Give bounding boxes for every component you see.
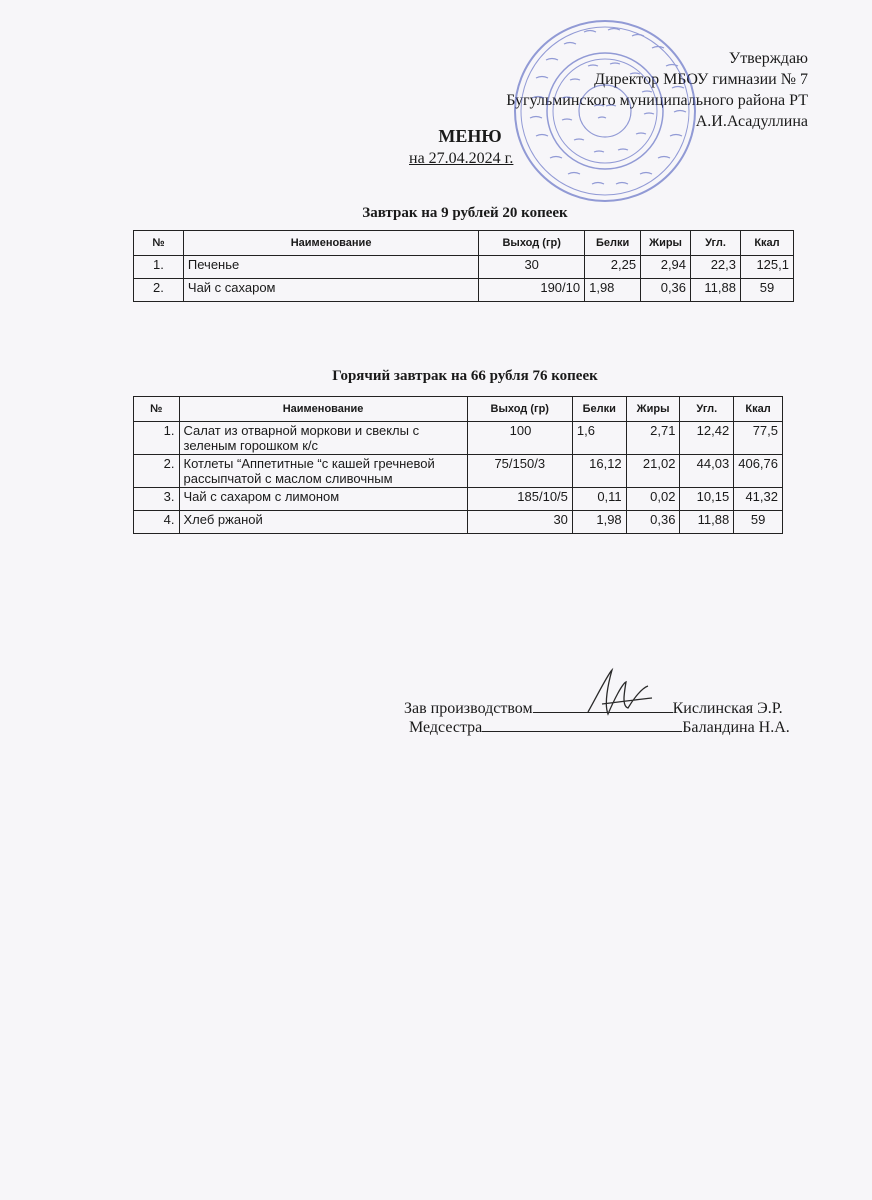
cell-number: 2. (134, 455, 180, 488)
cell-kcal: 406,76 (734, 455, 783, 488)
table-header-row (134, 397, 783, 422)
cell-kcal: 77,5 (734, 422, 783, 455)
header-yield: Выход (гр) (479, 231, 585, 256)
cell-carbs: 10,15 (680, 488, 734, 511)
cell-yield: 30 (467, 511, 572, 534)
approval-line-2: Директор МБОУ гимназии № 7 (594, 71, 808, 88)
breakfast-table (133, 230, 794, 302)
table-header-row (134, 231, 794, 256)
cell-proteins: 1,6 (572, 422, 626, 455)
cell-kcal: 125,1 (741, 256, 794, 279)
cell-carbs: 12,42 (680, 422, 734, 455)
cell-name: Хлеб ржаной (179, 511, 467, 534)
approval-line-4: А.И.Асадуллина (695, 113, 808, 130)
cell-fats: 2,71 (626, 422, 680, 455)
header-number: № (134, 397, 180, 422)
cell-name: Чай с сахаром с лимоном (179, 488, 467, 511)
header-kcal: Ккал (741, 231, 794, 256)
cell-yield: 190/10 (479, 279, 585, 302)
cell-carbs: 11,88 (680, 511, 734, 534)
cell-proteins: 0,11 (572, 488, 626, 511)
cell-fats: 0,02 (626, 488, 680, 511)
cell-fats: 0,36 (626, 511, 680, 534)
header-name: Наименование (183, 231, 478, 256)
header-fats: Жиры (626, 397, 680, 422)
menu-date: на 27.04.2024 г. (409, 150, 514, 167)
table-row (134, 279, 794, 302)
cell-carbs: 44,03 (680, 455, 734, 488)
header-name: Наименование (179, 397, 467, 422)
cell-kcal: 41,32 (734, 488, 783, 511)
header-proteins: Белки (585, 231, 641, 256)
cell-proteins: 2,25 (585, 256, 641, 279)
cell-fats: 21,02 (626, 455, 680, 488)
cell-proteins: 1,98 (572, 511, 626, 534)
breakfast-title: Завтрак на 9 рублей 20 копеек (362, 205, 568, 221)
cell-name: Котлеты “Аппетитные “с кашей гречневой рассыпчатой с маслом сливочным (179, 455, 467, 488)
table-row (134, 488, 783, 511)
cell-yield: 30 (479, 256, 585, 279)
cell-fats: 0,36 (641, 279, 691, 302)
cell-proteins: 1,98 (585, 279, 641, 302)
hot-breakfast-table (133, 396, 783, 534)
signature-role-nurse: Медсестра (409, 719, 483, 736)
table-row (134, 256, 794, 279)
cell-yield: 100 (467, 422, 572, 455)
table-row (134, 422, 783, 455)
header-number: № (134, 231, 184, 256)
cell-proteins: 16,12 (572, 455, 626, 488)
official-stamp-icon (512, 18, 698, 204)
cell-kcal: 59 (734, 511, 783, 534)
cell-number: 1. (134, 256, 184, 279)
table-row (134, 511, 783, 534)
signature-name-production: Кислинская Э.Р. (672, 700, 783, 717)
handwritten-signature-icon (578, 664, 658, 724)
cell-carbs: 11,88 (691, 279, 741, 302)
signature-role-production: Зав производством (404, 700, 533, 717)
hot-breakfast-title: Горячий завтрак на 66 рубля 76 копеек (332, 368, 598, 384)
cell-number: 1. (134, 422, 180, 455)
cell-number: 4. (134, 511, 180, 534)
cell-yield: 75/150/3 (467, 455, 572, 488)
signature-name-nurse: Баландина Н.А. (682, 719, 790, 736)
cell-yield: 185/10/5 (467, 488, 572, 511)
header-kcal: Ккал (734, 397, 783, 422)
table-row (134, 455, 783, 488)
header-proteins: Белки (572, 397, 626, 422)
header-carbs: Угл. (691, 231, 741, 256)
cell-kcal: 59 (741, 279, 794, 302)
header-yield: Выход (гр) (467, 397, 572, 422)
cell-number: 3. (134, 488, 180, 511)
cell-number: 2. (134, 279, 184, 302)
approval-line-3: Бугульминского муниципального района РТ (506, 92, 808, 109)
page-title: МЕНЮ (438, 126, 502, 146)
header-carbs: Угл. (680, 397, 734, 422)
cell-carbs: 22,3 (691, 256, 741, 279)
cell-name: Салат из отварной моркови и свеклы с зеленым горошком к/с (179, 422, 467, 455)
header-fats: Жиры (641, 231, 691, 256)
approval-line-1: Утверждаю (728, 50, 808, 67)
cell-name: Печенье (183, 256, 478, 279)
cell-name: Чай с сахаром (183, 279, 478, 302)
cell-fats: 2,94 (641, 256, 691, 279)
